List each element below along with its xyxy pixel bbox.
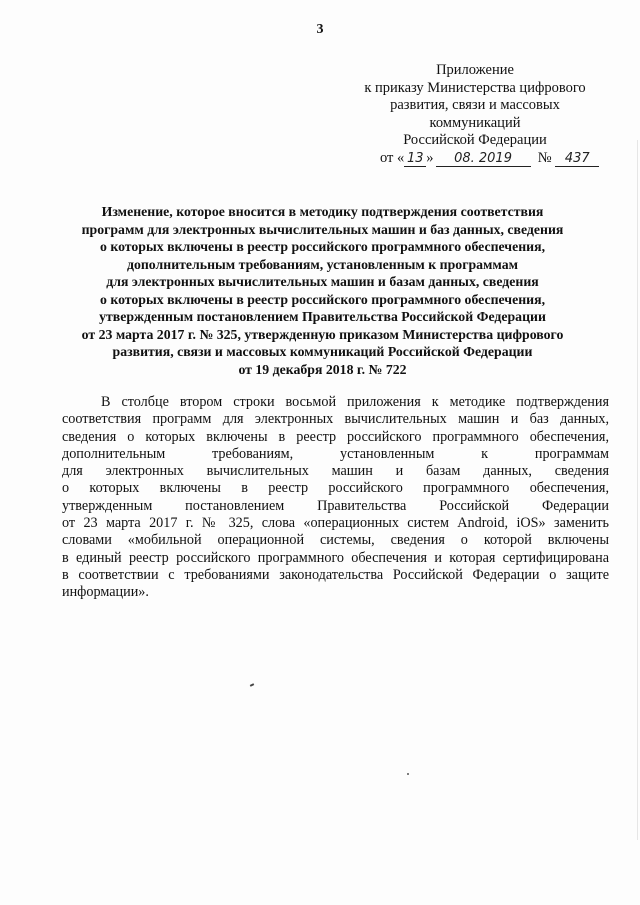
appendix-header xyxy=(350,62,600,167)
appendix-line: к приказу Министерства цифрового xyxy=(364,79,586,96)
body-line: В столбце втором строки восьмой приложения к методике подтверждения xyxy=(101,394,609,410)
body-line: дополнительным требованиям, установленным к программам xyxy=(62,445,609,462)
title-line: о которых включены в реестр российского программного обеспечения, xyxy=(99,239,546,254)
appendix-line: коммуникаций xyxy=(429,114,521,131)
scan-speck xyxy=(250,683,254,687)
title-line: для электронных вычислительных машин и базам данных, сведения xyxy=(106,274,539,289)
body-paragraph xyxy=(62,394,609,602)
order-date-line xyxy=(350,150,600,168)
body-line: для электронных вычислительных машин и базам данных, сведения xyxy=(62,463,609,480)
title-line: Изменение, которое вносится в методику подтверждения соответствия xyxy=(101,204,544,219)
title-line: от 23 марта 2017 г. № 325, утвержденную приказом Министерства цифрового xyxy=(81,326,564,342)
scan-edge-shadow xyxy=(637,140,638,840)
title-line: от 19 декабря 2018 г. № 722 xyxy=(238,361,407,377)
title-line: утвержденным постановлением Правительства Российской Федерации xyxy=(99,309,546,324)
body-line: в соответствии с требованиями законодательства Российской Федерации о защите xyxy=(62,566,609,583)
body-line: в единый реестр российского программного обеспечения и которая сертифицирована xyxy=(62,549,609,566)
handwritten-month-year: 08. 2019 xyxy=(436,152,531,167)
title-line: развития, связи и массовых коммуникаций Российской Федерации xyxy=(112,344,533,359)
body-line: информации». xyxy=(62,584,149,601)
title-line: о которых включены в реестр российского программного обеспечения, xyxy=(99,291,546,307)
appendix-line: развития, связи и массовых xyxy=(390,97,560,113)
date-close: » xyxy=(426,149,434,166)
body-line: от 23 марта 2017 г. № 325, слова «операционных систем Android, iOS» заменить xyxy=(62,515,609,532)
handwritten-order-number: 437 xyxy=(555,152,599,167)
appendix-line: Российской Федерации xyxy=(403,132,547,148)
date-prefix: от « xyxy=(380,149,405,166)
appendix-line: Приложение xyxy=(436,62,514,78)
title-line: дополнительным требованиям, установленным к программам xyxy=(126,256,519,272)
scan-speck xyxy=(407,773,409,775)
number-prefix: № xyxy=(537,149,552,166)
document-title xyxy=(60,203,585,378)
body-line: сведения о которых включены в реестр российского программного обеспечения, xyxy=(62,428,609,445)
handwritten-day: 13 xyxy=(404,152,426,167)
body-line: словами «мобильной операционной системы, сведения о которой включены xyxy=(62,532,609,549)
body-line: о которых включены в реестр российского программного обеспечения, xyxy=(62,480,609,497)
body-line: соответствия программ для электронных вычислительных машин и баз данных, xyxy=(62,411,609,428)
body-line: утвержденным постановлением Правительства Российской Федерации xyxy=(62,497,609,514)
page-number: 3 xyxy=(316,22,324,37)
title-line: программ для электронных вычислительных машин и баз данных, сведения xyxy=(81,221,564,237)
